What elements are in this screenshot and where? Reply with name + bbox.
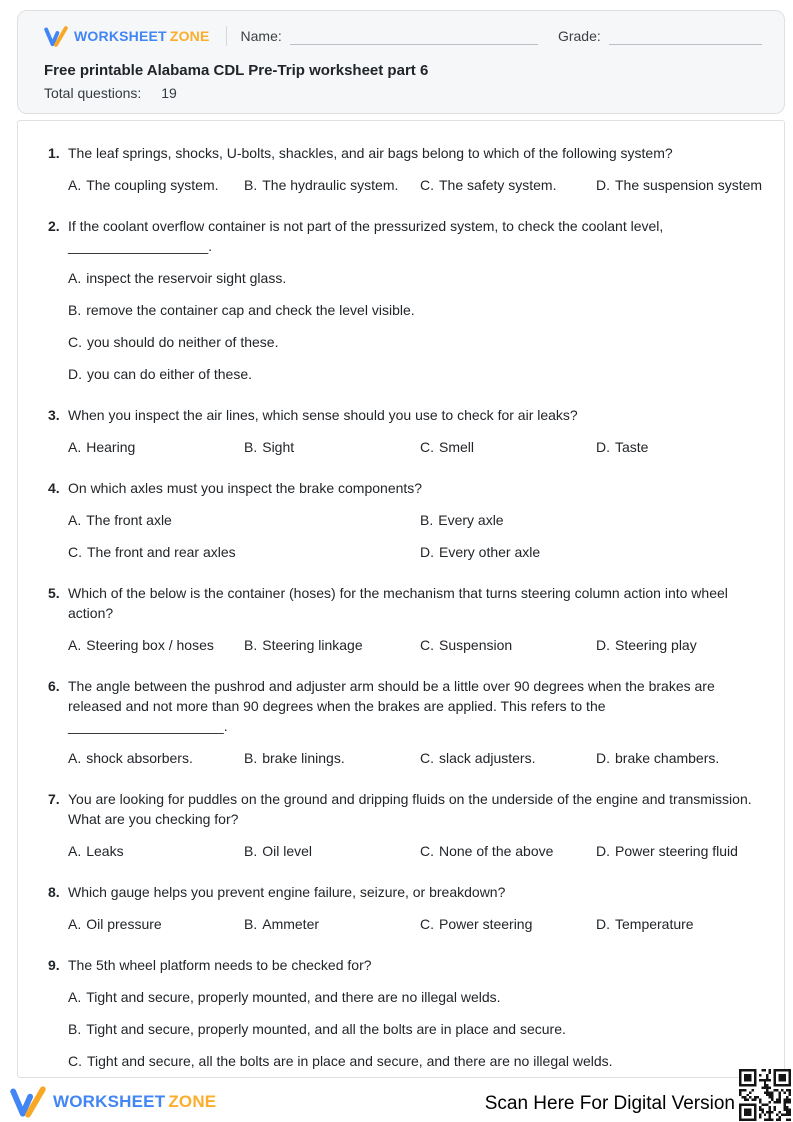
brand-zone: ZONE <box>168 1092 217 1111</box>
scan-here-text: Scan Here For Digital Version <box>484 1093 735 1114</box>
question-text: The 5th wheel platform needs to be checked for? <box>68 957 372 973</box>
option-c[interactable]: C. Tight and secure, all the bolts are in place and secure, and there are no illegal welds. <box>68 1053 613 1069</box>
question-1 <box>48 143 766 195</box>
option-a[interactable]: A. The coupling system. <box>68 177 219 193</box>
options-row <box>68 175 766 195</box>
options-grid <box>68 510 766 562</box>
worksheetzone-logo-icon <box>10 1086 46 1118</box>
question-number: 9. <box>48 957 60 973</box>
grade-label: Grade: <box>557 28 601 44</box>
option-d[interactable]: D. brake chambers. <box>596 750 720 766</box>
option-c[interactable]: C. Suspension <box>420 637 513 653</box>
option-d[interactable]: D. Power steering fluid <box>596 843 738 859</box>
options-row <box>68 841 766 861</box>
footer <box>0 1078 793 1122</box>
question-number: 1. <box>48 145 60 161</box>
name-label: Name: <box>240 28 282 44</box>
header-row <box>44 22 762 50</box>
worksheet-title: Free printable Alabama CDL Pre-Trip worksheet part 6 <box>44 62 429 79</box>
option-c[interactable]: C. None of the above <box>420 843 554 859</box>
question-text: The angle between the pushrod and adjuster arm should be a little over 90 degrees when the brakes are released and not more than 90 degrees when the brakes are applied. This refers to the ____________________. <box>68 678 715 734</box>
option-d[interactable]: D. you can do either of these. <box>68 366 252 382</box>
option-a[interactable]: A. Oil pressure <box>68 916 162 932</box>
question-text: You are looking for puddles on the ground and dripping fluids on the underside of the engine and transmission. What are you checking for? <box>68 791 752 827</box>
option-a[interactable]: A. The front axle <box>68 512 172 528</box>
question-text: When you inspect the air lines, which sense should you use to check for air leaks? <box>68 407 578 423</box>
option-b[interactable]: B. Tight and secure, properly mounted, and all the bolts are in place and secure. <box>68 1021 566 1037</box>
total-questions-label: Total questions: <box>44 85 142 101</box>
option-a[interactable]: A. shock absorbers. <box>68 750 193 766</box>
question-8 <box>48 882 766 934</box>
option-b[interactable]: B. brake linings. <box>244 750 345 766</box>
options-row <box>68 914 766 934</box>
option-c[interactable]: C. slack adjusters. <box>420 750 536 766</box>
grade-input-line[interactable] <box>609 27 762 45</box>
worksheetzone-logo <box>44 26 210 47</box>
brand-worksheet: WORKSHEET <box>53 1092 166 1111</box>
option-d[interactable]: D. Temperature <box>596 916 694 932</box>
brand-worksheet: WORKSHEET <box>74 28 167 44</box>
option-c[interactable]: C. Smell <box>420 439 475 455</box>
total-questions-value: 19 <box>161 85 177 101</box>
option-a[interactable]: A. inspect the reservoir sight glass. <box>68 270 287 286</box>
question-text: Which gauge helps you prevent engine failure, seizure, or breakdown? <box>68 884 506 900</box>
question-6 <box>48 676 766 768</box>
question-3 <box>48 405 766 457</box>
option-b[interactable]: B. remove the container cap and check the level visible. <box>68 302 415 318</box>
brand-wordmark <box>53 1092 216 1112</box>
question-number: 5. <box>48 585 60 601</box>
header-divider <box>226 26 227 46</box>
option-d[interactable]: D. Steering play <box>596 637 697 653</box>
worksheetzone-logo-icon <box>44 26 68 47</box>
option-d[interactable]: D. Taste <box>596 439 649 455</box>
name-input-line[interactable] <box>290 27 538 45</box>
option-b[interactable]: B. The hydraulic system. <box>244 177 399 193</box>
question-number: 2. <box>48 218 60 234</box>
question-text: On which axles must you inspect the brake components? <box>68 480 423 496</box>
option-c[interactable]: C. you should do neither of these. <box>68 334 279 350</box>
options-row <box>68 437 766 457</box>
brand-wordmark <box>74 28 210 44</box>
question-number: 6. <box>48 678 60 694</box>
options-row <box>68 748 766 768</box>
questions-container <box>17 120 785 1078</box>
option-d[interactable]: D. Every other axle <box>420 544 541 560</box>
footer-worksheetzone-logo <box>10 1086 216 1118</box>
option-a[interactable]: A. Steering box / hoses <box>68 637 214 653</box>
option-c[interactable]: C. The front and rear axles <box>68 544 236 560</box>
total-questions-row <box>44 85 762 101</box>
options-row <box>68 635 766 655</box>
option-a[interactable]: A. Leaks <box>68 843 124 859</box>
question-9 <box>48 955 766 1071</box>
question-number: 7. <box>48 791 60 807</box>
option-b[interactable]: B. Every axle <box>420 512 504 528</box>
option-c[interactable]: C. Power steering <box>420 916 533 932</box>
question-7 <box>48 789 766 861</box>
brand-zone: ZONE <box>169 28 210 44</box>
option-b[interactable]: B. Sight <box>244 439 295 455</box>
qr-code <box>739 1069 791 1121</box>
header-card <box>17 10 785 114</box>
option-a[interactable]: A. Hearing <box>68 439 136 455</box>
question-number: 4. <box>48 480 60 496</box>
question-5 <box>48 583 766 655</box>
question-text: The leaf springs, shocks, U-bolts, shackles, and air bags belong to which of the following system? <box>68 145 673 161</box>
question-text: Which of the below is the container (hoses) for the mechanism that turns steering column action into wheel action? <box>68 585 728 621</box>
option-b[interactable]: B. Steering linkage <box>244 637 363 653</box>
option-b[interactable]: B. Oil level <box>244 843 313 859</box>
options-list <box>68 268 766 384</box>
question-text: If the coolant overflow container is not part of the pressurized system, to check the coolant level, __________________. <box>68 218 664 254</box>
question-2 <box>48 216 766 384</box>
option-a[interactable]: A. Tight and secure, properly mounted, and there are no illegal welds. <box>68 989 501 1005</box>
question-number: 8. <box>48 884 60 900</box>
option-b[interactable]: B. Ammeter <box>244 916 320 932</box>
question-4 <box>48 478 766 562</box>
question-number: 3. <box>48 407 60 423</box>
options-list <box>68 987 766 1071</box>
option-d[interactable]: D. The suspension system <box>596 177 763 193</box>
option-c[interactable]: C. The safety system. <box>420 177 557 193</box>
